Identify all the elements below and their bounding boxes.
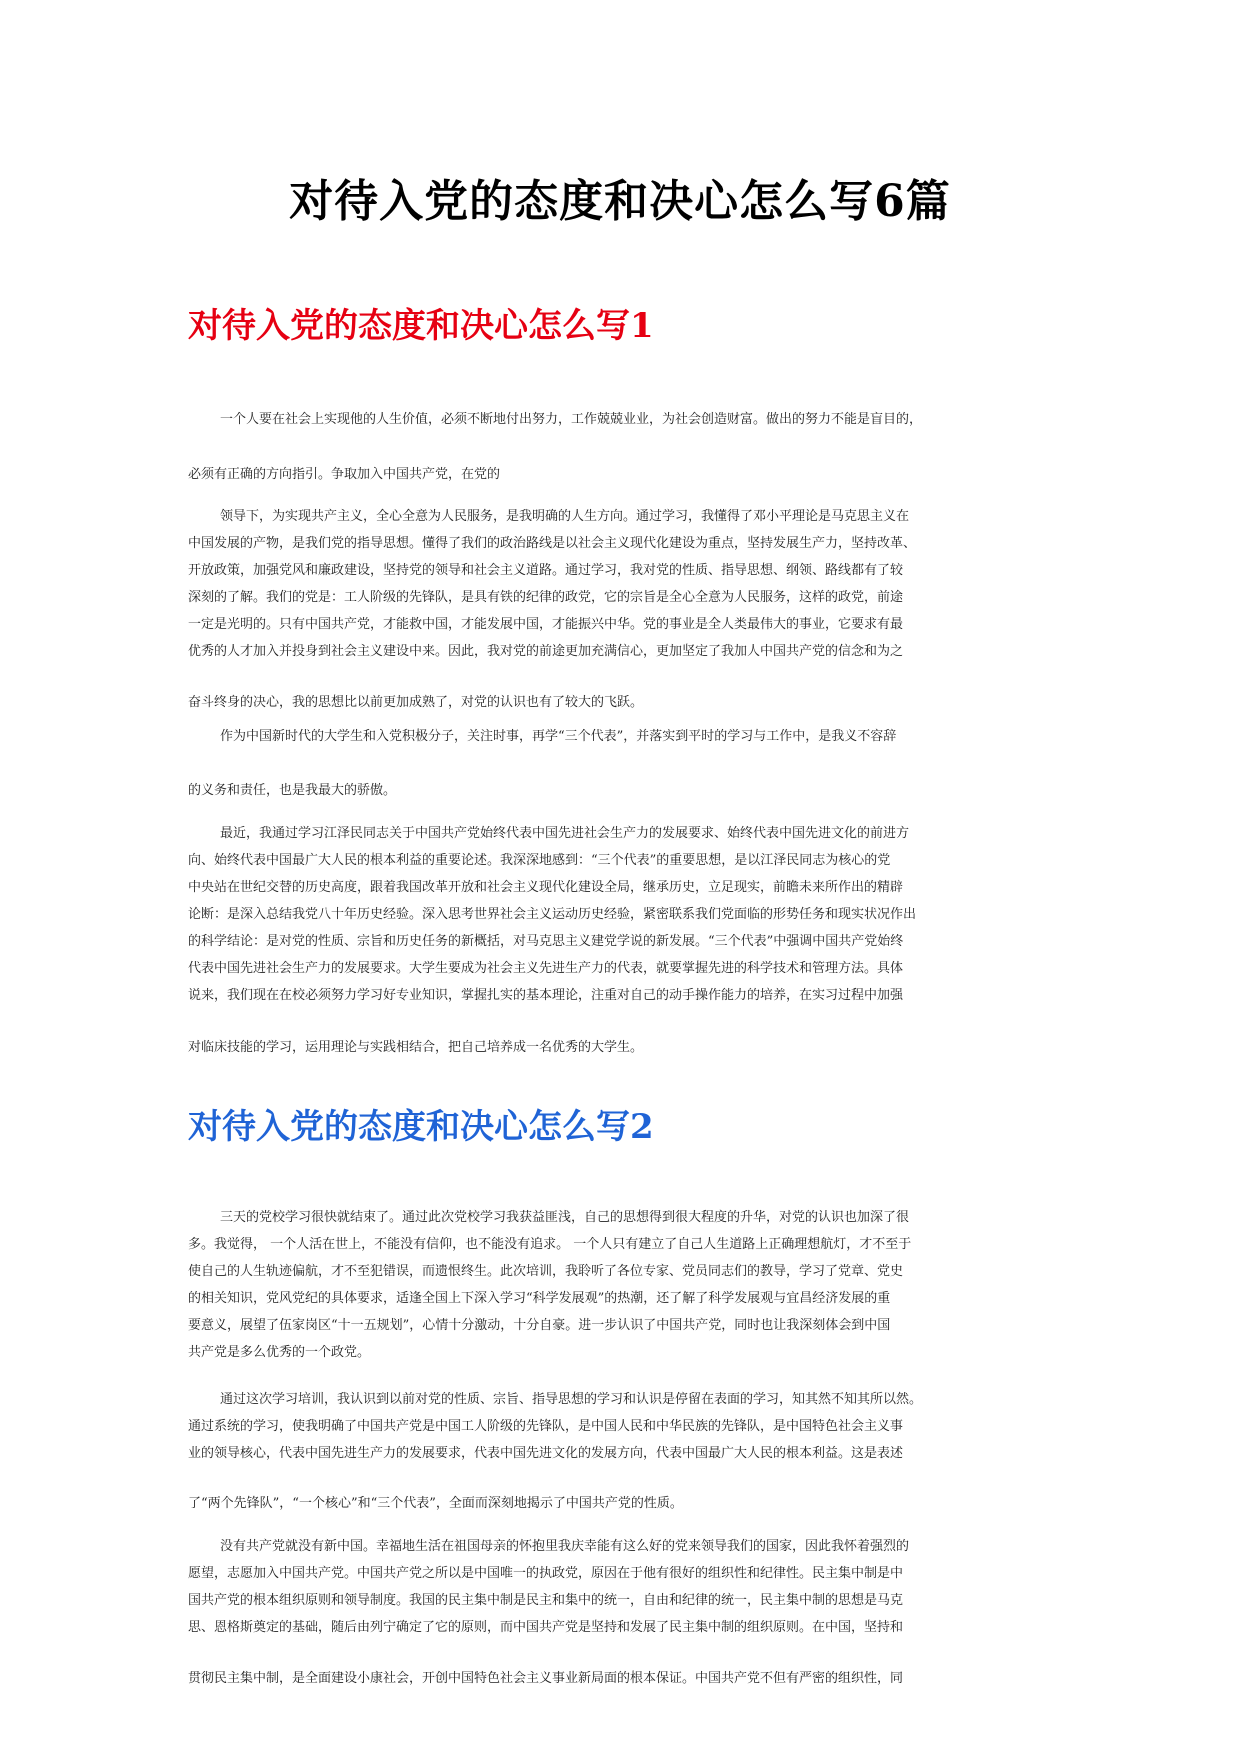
paragraph-line: 最近，我通过学习江泽民同志关于中国共产党始终代表中国先进社会生产力的发展要求、始终代表中国先进文化的前进方 — [220, 826, 910, 841]
paragraph-line: 国共产党的根本组织原则和领导制度。我国的民主集中制是民主和集中的统一，自由和纪律的统一，民主集中制的思想是马克 — [188, 1593, 904, 1608]
paragraph-line: 三天的党校学习很快就结束了。通过此次党校学习我获益匪浅，自己的思想得到很大程度的升华，对党的认识也加深了很 — [220, 1210, 910, 1225]
paragraph-line: 业的领导核心，代表中国先进生产力的发展要求，代表中国先进文化的发展方向，代表中国最广大人民的根本利益。这是表述 — [188, 1446, 904, 1461]
paragraph-line: 中国发展的产物，是我们党的指导思想。懂得了我们的政治路线是以社会主义现代化建设为重点，坚持发展生产力，坚持改革、 — [188, 536, 917, 551]
paragraph-line: 的相关知识，党风党纪的具体要求，适逢全国上下深入学习“科学发展观”的热潮，还了解了科学发展观与宜昌经济发展的重 — [188, 1291, 891, 1306]
paragraph-line: 没有共产党就没有新中国。幸福地生活在祖国母亲的怀抱里我庆幸能有这么好的党来领导我们的国家，因此我怀着强烈的 — [220, 1539, 910, 1554]
paragraph-line: 奋斗终身的决心，我的思想比以前更加成熟了，对党的认识也有了较大的飞跃。 — [188, 695, 644, 710]
section-1-heading: 对待入党的态度和决心怎么写1 — [188, 306, 654, 346]
paragraph-line: 使自己的人生轨迹偏航，才不至犯错误，而遗恨终生。此次培训，我聆听了各位专家、党员同志们的教导，学习了党章、党史 — [188, 1264, 904, 1279]
paragraph-line: 对临床技能的学习，运用理论与实践相结合，把自己培养成一名优秀的大学生。 — [188, 1040, 644, 1055]
paragraph-line: 必须有正确的方向指引。争取加入中国共产党，在党的 — [188, 467, 501, 482]
paragraph-line: 思、恩格斯奠定的基础，随后由列宁确定了它的原则，而中国共产党是坚持和发展了民主集中制的组织原则。在中国，坚持和 — [188, 1620, 904, 1635]
paragraph-line: 通过系统的学习，使我明确了中国共产党是中国工人阶级的先锋队，是中国人民和中华民族的先锋队，是中国特色社会主义事 — [188, 1419, 904, 1434]
paragraph-line: 向、始终代表中国最广大人民的根本利益的重要论述。我深深地感到：“三个代表”的重要思想，是以江泽民同志为核心的党 — [188, 853, 891, 868]
paragraph-line: 论断：是深入总结我党八十年历史经验。深入思考世界社会主义运动历史经验，紧密联系我们党面临的形势任务和现实状况作出 — [188, 907, 917, 922]
paragraph-line: 愿望，志愿加入中国共产党。中国共产党之所以是中国唯一的执政党，原因在于他有很好的组织性和纪律性。民主集中制是中 — [188, 1566, 904, 1581]
paragraph-line: 了“两个先锋队”，“一个核心”和“三个代表”，全面而深刻地揭示了中国共产党的性质。 — [188, 1496, 683, 1511]
paragraph-line: 作为中国新时代的大学生和入党积极分子，关注时事，再学“三个代表”，并落实到平时的学习与工作中，是我义不容辞 — [220, 729, 897, 744]
paragraph-line: 一个人要在社会上实现他的人生价值，必须不断地付出努力，工作兢兢业业，为社会创造财富。做出的努力不能是盲目的， — [220, 412, 923, 427]
paragraph-line: 开放政策，加强党风和廉政建设，坚持党的领导和社会主义道路。通过学习，我对党的性质、指导思想、纲领、路线都有了较 — [188, 563, 904, 578]
paragraph-line: 要意义，展望了伍家岗区“十一五规划”，心情十分激动，十分自豪。进一步认识了中国共产党，同时也让我深刻体会到中国 — [188, 1318, 891, 1333]
paragraph-line: 共产党是多么优秀的一个政党。 — [188, 1345, 371, 1360]
paragraph-line: 代表中国先进社会生产力的发展要求。大学生要成为社会主义先进生产力的代表，就要掌握先进的科学技术和管理方法。具体 — [188, 961, 904, 976]
paragraph-line: 的义务和责任，也是我最大的骄傲。 — [188, 783, 397, 798]
paragraph-line: 中央站在世纪交替的历史高度，跟着我国改革开放和社会主义现代化建设全局，继承历史，立足现实，前瞻未来所作出的精辟 — [188, 880, 904, 895]
paragraph-line: 说来，我们现在在校必须努力学习好专业知识，掌握扎实的基本理论，注重对自己的动手操作能力的培养，在实习过程中加强 — [188, 988, 904, 1003]
paragraph-line: 领导下，为实现共产主义，全心全意为人民服务，是我明确的人生方向。通过学习，我懂得了邓小平理论是马克思主义在 — [220, 509, 910, 524]
paragraph-line: 通过这次学习培训，我认识到以前对党的性质、宗旨、指导思想的学习和认识是停留在表面的学习，知其然不知其所以然。 — [220, 1392, 923, 1407]
section-2-heading: 对待入党的态度和决心怎么写2 — [188, 1107, 654, 1147]
paragraph-line: 贯彻民主集中制，是全面建设小康社会，开创中国特色社会主义事业新局面的根本保证。中国共产党不但有严密的组织性，同 — [188, 1671, 904, 1686]
document-title: 对待入党的态度和决心怎么写6篇 — [289, 176, 951, 227]
paragraph-line: 一定是光明的。只有中国共产党，才能救中国，才能发展中国，才能振兴中华。党的事业是全人类最伟大的事业，它要求有最 — [188, 617, 904, 632]
paragraph-line: 优秀的人才加入并投身到社会主义建设中来。因此，我对党的前途更加充满信心，更加坚定了我加人中国共产党的信念和为之 — [188, 644, 904, 659]
paragraph-line: 多。我觉得， 一个人活在世上，不能没有信仰，也不能没有追求。 一个人只有建立了自己人生道路上正确理想航灯，才不至于 — [188, 1237, 912, 1252]
paragraph-line: 深刻的了解。我们的党是：工人阶级的先锋队，是具有铁的纪律的政党，它的宗旨是全心全意为人民服务，这样的政党，前途 — [188, 590, 904, 605]
paragraph-line: 的科学结论：是对党的性质、宗旨和历史任务的新概括，对马克思主义建党学说的新发展。“三个代表”中强调中国共产党始终 — [188, 934, 904, 949]
